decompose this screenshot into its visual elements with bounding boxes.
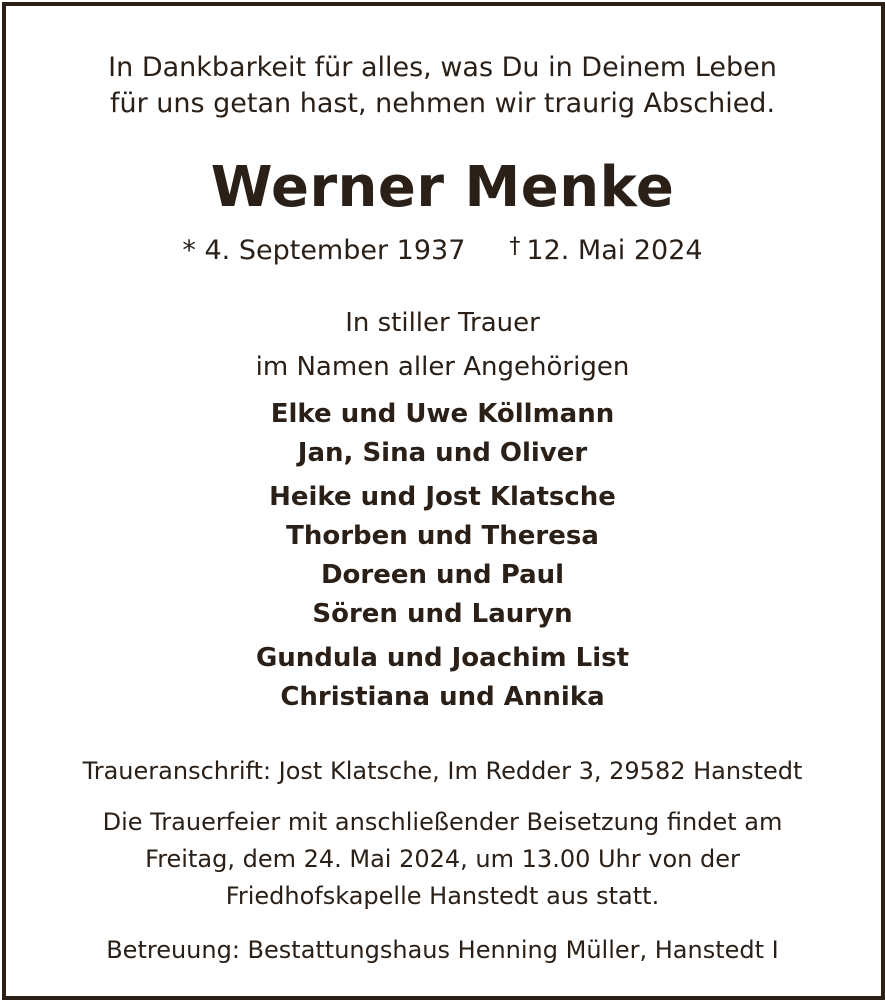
intro-line-2: für uns getan hast, nehmen wir traurig Abschied.	[109, 88, 776, 119]
family-name: Jan, Sina und Oliver	[297, 438, 588, 468]
deceased-name: Werner Menke	[210, 155, 675, 220]
family-name: Heike und Jost Klatsche	[269, 482, 616, 512]
death-date: 12. Mai 2024	[526, 235, 703, 266]
intro-line-1: In Dankbarkeit für alles, was Du in Deinem Leben	[108, 52, 777, 83]
birth-date: * 4. September 1937	[182, 235, 466, 266]
family-name: Thorben und Theresa	[286, 521, 599, 551]
family-name: Christiana und Annika	[280, 682, 605, 712]
cross-icon: †	[509, 234, 521, 259]
mourning-line-2: im Namen aller Angehörigen	[255, 352, 630, 382]
life-dates	[0, 230, 885, 268]
funeral-home: Betreuung: Bestattungshaus Henning Müller, Hanstedt I	[106, 936, 779, 964]
family-name: Gundula und Joachim List	[255, 643, 630, 673]
funeral-info-line-3: Friedhofskapelle Hanstedt aus statt.	[225, 882, 660, 910]
mourning-address: Traueranschrift: Jost Klatsche, Im Redder 3, 29582 Hanstedt	[82, 757, 803, 785]
family-name: Sören und Lauryn	[312, 599, 573, 629]
mourning-line-1: In stiller Trauer	[345, 308, 540, 338]
funeral-info-line-2: Freitag, dem 24. Mai 2024, um 13.00 Uhr von der	[145, 845, 740, 873]
family-name: Elke und Uwe Köllmann	[270, 399, 615, 429]
family-name: Doreen und Paul	[320, 560, 565, 590]
funeral-info-line-1: Die Trauerfeier mit anschließender Beisetzung findet am	[102, 808, 783, 836]
